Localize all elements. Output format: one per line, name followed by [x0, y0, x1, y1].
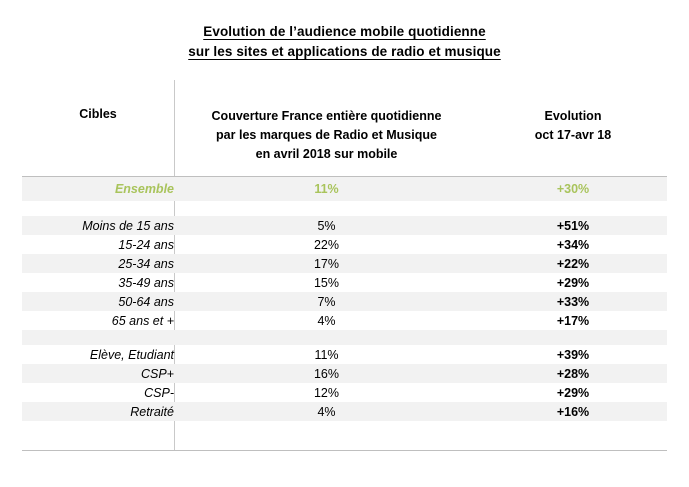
row-coverage: 4% [317, 313, 336, 328]
row-label: CSP+ [22, 364, 174, 383]
row-evolution: +28% [479, 364, 667, 383]
row-coverage: 17% [174, 254, 479, 273]
row-evolution: +16% [479, 402, 667, 421]
spacer-cell-1 [22, 201, 174, 216]
row-coverage: 7% [174, 292, 479, 311]
spacer-cell-2 [174, 201, 479, 216]
table-row [22, 364, 667, 383]
row-label: Elève, Etudiant [89, 347, 174, 362]
table-row [22, 273, 667, 292]
row-label: 35-49 ans [118, 275, 174, 290]
header-couverture-line1: Couverture France entière quotidienne [211, 109, 442, 123]
header-evolution-line2: oct 17-avr 18 [534, 128, 612, 142]
header-row [22, 95, 667, 177]
table-row [22, 254, 667, 273]
table-row [22, 177, 667, 201]
header-couverture [174, 95, 479, 177]
row-evolution: +51% [479, 216, 667, 235]
title-line-2 [0, 42, 689, 62]
row-label: Retraité [22, 402, 174, 421]
title-text-1: Evolution de l’audience mobile quotidienne [203, 24, 486, 39]
row-evolution: +29% [556, 275, 590, 290]
row-coverage: 15% [313, 275, 340, 290]
row-evolution: +30% [479, 177, 667, 201]
row-evolution: +22% [479, 254, 667, 273]
spacer-cell-1 [22, 330, 174, 345]
row-label: Ensemble [22, 177, 174, 201]
table-row [22, 383, 667, 402]
title-line-1 [0, 22, 689, 42]
row-label: 15-24 ans [118, 237, 174, 252]
audience-table [22, 95, 667, 421]
row-spacer [22, 330, 667, 345]
row-spacer [22, 201, 667, 216]
table-body [22, 177, 667, 421]
row-coverage: 22% [313, 237, 340, 252]
row-evolution: +34% [556, 237, 590, 252]
header-couverture-line3: en avril 2018 sur mobile [255, 147, 398, 161]
row-label: 65 ans et + [111, 313, 174, 328]
title-block [0, 0, 689, 62]
header-couverture-line2: par les marques de Radio et Musique [216, 128, 437, 142]
row-label: Moins de 15 ans [22, 216, 174, 235]
table-row [22, 292, 667, 311]
table-header [22, 95, 667, 177]
row-coverage: 11% [174, 177, 479, 201]
row-evolution: +39% [556, 347, 590, 362]
row-evolution: +33% [479, 292, 667, 311]
spacer-cell-2 [174, 330, 479, 345]
row-evolution: +29% [556, 385, 590, 400]
row-label: 50-64 ans [22, 292, 174, 311]
row-coverage: 5% [174, 216, 479, 235]
table-row [22, 235, 667, 254]
row-label: CSP- [144, 385, 174, 400]
table-row [22, 402, 667, 421]
header-cibles: Cibles [79, 107, 117, 121]
spacer-cell-3 [479, 201, 667, 216]
row-coverage: 16% [174, 364, 479, 383]
table-row [22, 345, 667, 364]
row-coverage: 11% [314, 347, 339, 362]
header-evolution-line1: Evolution [544, 109, 602, 123]
row-label: 25-34 ans [22, 254, 174, 273]
audience-table-wrap [22, 95, 667, 421]
row-evolution: +17% [556, 313, 590, 328]
header-evolution [479, 95, 667, 177]
row-coverage: 12% [313, 385, 340, 400]
table-row [22, 216, 667, 235]
table-row [22, 311, 667, 330]
table-bottom-rule [22, 450, 667, 451]
row-coverage: 4% [174, 402, 479, 421]
spacer-cell-3 [479, 330, 667, 345]
title-text-2: sur les sites et applications de radio et musique [188, 44, 501, 59]
